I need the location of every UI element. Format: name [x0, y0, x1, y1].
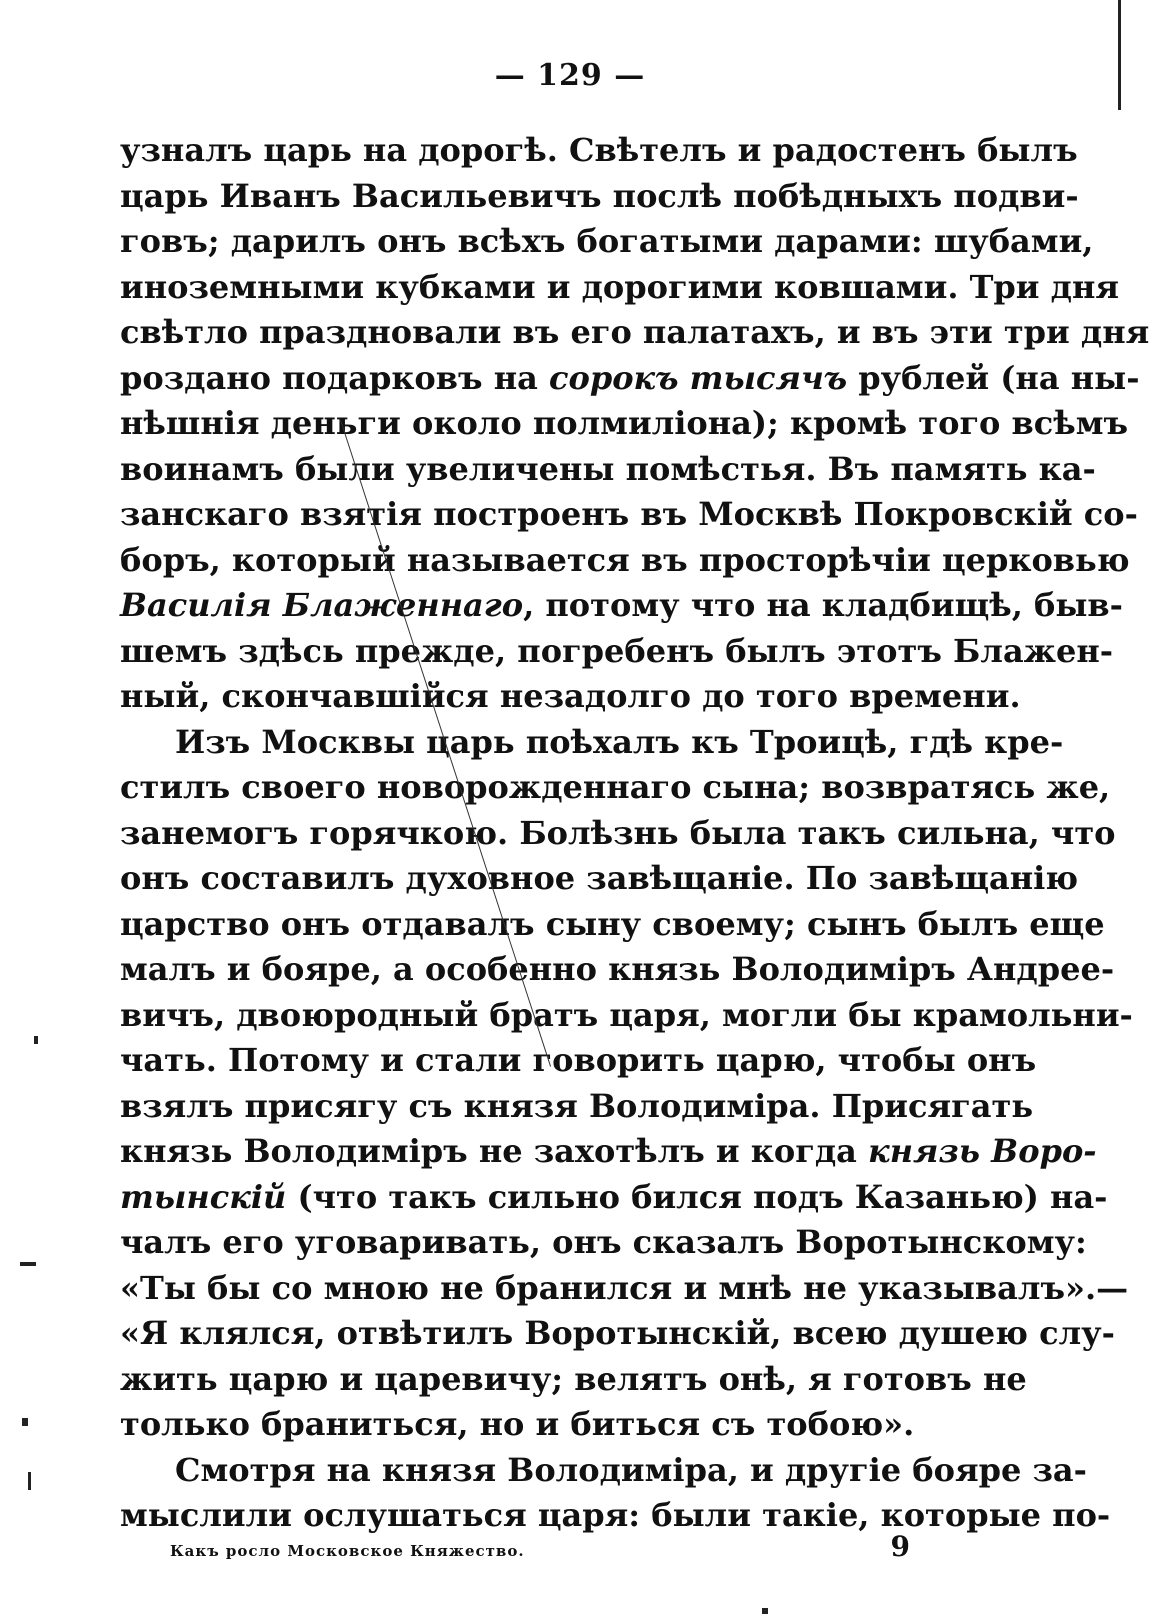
text-segment: чалъ его уговаривать, онъ сказалъ Воротынскому: [120, 1223, 1087, 1261]
text-segment: роздано подарковъ на [120, 358, 549, 397]
text-segment: только браниться, но и биться съ тобою». [120, 1405, 915, 1443]
italic-text: князь Воро- [868, 1132, 1097, 1170]
text-segment: занскаго взятія построенъ въ Москвѣ Покровскій со- [120, 495, 1138, 533]
text-segment: (что такъ сильно бился подъ Казанью) на- [286, 1177, 1108, 1216]
text-line [120, 1038, 1037, 1084]
text-line [120, 1129, 1097, 1175]
text-segment: вичъ, двоюродный братъ царя, могли бы крамольни- [120, 995, 1133, 1034]
text-segment: нѣшнія деньги около полмиліона); кромѣ того всѣмъ [120, 404, 1129, 442]
body-text [120, 128, 1149, 1539]
scan-speck [762, 1608, 768, 1614]
text-segment: взялъ присягу съ князя Володиміра. Присягать [120, 1086, 1034, 1125]
text-line [120, 1448, 1087, 1494]
text-segment: царство онъ отдавалъ сыну своему; сынъ былъ еще [120, 904, 1105, 943]
text-line [120, 265, 1120, 311]
text-line [120, 447, 1096, 493]
italic-text: Василія Блаженнаго [120, 586, 524, 624]
text-segment: онъ составилъ духовное завѣщаніе. По завѣщанію [120, 859, 1079, 897]
scan-speck [22, 1418, 28, 1426]
text-segment: говъ; дарилъ онъ всѣхъ богатыми дарами: шубами, [120, 222, 1094, 260]
text-line [120, 720, 1064, 766]
text-segment: малъ и бояре, а особенно князь Володиміръ Андрее- [120, 950, 1115, 988]
text-line [120, 947, 1115, 993]
text-segment: царь Иванъ Васильевичъ послѣ побѣдныхъ подви- [120, 176, 1079, 215]
text-segment: иноземными кубками и дорогими ковшами. Три дня [120, 267, 1120, 306]
text-line [120, 583, 1123, 629]
text-segment: Смотря на князя Володиміра, и другіе бояре за- [175, 1450, 1087, 1489]
italic-text: сорокъ тысячъ [548, 358, 848, 397]
text-segment: стилъ своего новорожденнаго сына; возвратясь же, [120, 768, 1111, 806]
text-line [120, 1311, 1115, 1357]
text-line [120, 993, 1133, 1039]
text-segment: узналъ царь на дорогѣ. Свѣтелъ и радостенъ былъ [120, 131, 1078, 169]
text-segment: чать. Потому и стали говорить царю, чтобы онъ [120, 1041, 1037, 1079]
text-line [120, 128, 1078, 174]
text-line [120, 1220, 1087, 1266]
text-line [120, 1357, 1027, 1403]
text-line [120, 538, 1130, 584]
text-line [120, 1084, 1034, 1130]
text-line [120, 811, 1116, 857]
text-segment: рублей (на ны- [847, 358, 1140, 397]
italic-text: тынскій [120, 1177, 287, 1216]
scan-speck [34, 1036, 38, 1044]
text-segment: «Я клялся, отвѣтилъ Воротынскій, всею душею слу- [120, 1314, 1115, 1352]
text-line [120, 629, 1114, 675]
text-segment: занемогъ горячкою. Болѣзнь была такъ сильна, что [120, 813, 1116, 852]
text-segment: жить царю и царевичу; велятъ онѣ, я готовъ не [120, 1359, 1027, 1398]
text-line [120, 1175, 1108, 1221]
text-line [120, 765, 1111, 811]
text-line [120, 1266, 1129, 1312]
text-line [120, 219, 1094, 265]
text-line [120, 492, 1138, 538]
text-segment: «Ты бы со мною не бранился и мнѣ не указывалъ».— [120, 1268, 1129, 1307]
signature-mark: 9 [890, 1530, 910, 1563]
text-segment: боръ, который называется въ просторѣчіи церковью [120, 540, 1130, 579]
text-segment: , потому что на кладбищѣ, быв- [523, 586, 1123, 624]
text-segment: Изъ Москвы царь поѣхалъ къ Троицѣ, гдѣ кре- [175, 722, 1064, 761]
text-line [120, 310, 1149, 356]
text-segment: ный, скончавшійся незадолго до того времени. [120, 677, 1021, 715]
text-segment: шемъ здѣсь прежде, погребенъ былъ этотъ Блажен- [120, 631, 1114, 670]
text-segment: князь Володиміръ не захотѣлъ и когда [120, 1132, 869, 1170]
signature-note: Какъ росло Московское Княжество. [170, 1542, 525, 1560]
text-segment: свѣтло праздновали въ его палатахъ, и въ эти три дня [120, 313, 1149, 351]
text-line [120, 174, 1079, 220]
text-line [120, 356, 1140, 402]
text-line [120, 856, 1079, 902]
page-footer [170, 1530, 910, 1563]
text-line [120, 674, 1021, 720]
scan-speck [28, 1472, 31, 1490]
scan-speck [1118, 0, 1121, 110]
text-segment: мыслили ослушаться царя: были такіе, которые по- [120, 1496, 1111, 1534]
text-segment: воинамъ были увеличены помѣстья. Въ память ка- [120, 449, 1096, 488]
page-number: — 129 — [494, 58, 646, 93]
text-line [120, 401, 1129, 447]
text-line [120, 902, 1105, 948]
text-line [120, 1402, 980, 1448]
scan-speck [20, 1262, 36, 1266]
